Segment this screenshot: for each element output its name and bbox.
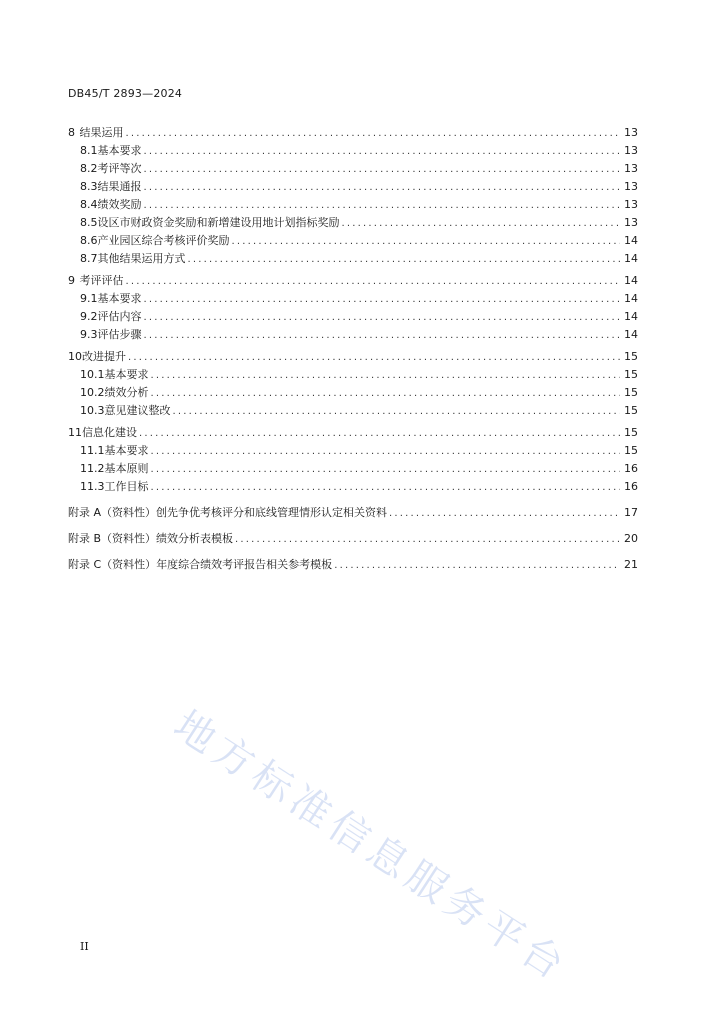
toc-entry-number: 10.3 [80,404,105,417]
toc-entry-page: 13 [624,144,638,157]
toc-leader-dots [144,143,621,161]
toc-entry-number: 10.2 [80,386,105,399]
toc-entry-title: 评估步骤 [97,328,142,341]
watermark: 地方标准信息服务平台 [165,702,577,992]
toc-entry-number: 8.2 [80,162,98,175]
toc-entry-title: 基本要求 [104,444,149,457]
toc-entry[interactable] [68,142,638,160]
toc-entry[interactable] [68,424,638,442]
toc-entry-number: 8.6 [80,234,98,247]
toc-entry-page: 14 [624,328,638,341]
toc-entry[interactable] [68,160,638,178]
toc-leader-dots [334,553,620,579]
toc-leader-dots [173,403,621,421]
toc-leader-dots [139,425,620,443]
toc-entry-page: 13 [624,162,638,175]
toc-entry-number: 10.1 [80,368,105,381]
toc-leader-dots [151,461,621,479]
toc-leader-dots [144,161,621,179]
toc-entry[interactable] [68,178,638,196]
toc-entry-title: 创先争优考核评分和底线管理情形认定相关资料 [156,506,388,519]
toc-entry-title: 考评评估 [79,274,124,287]
toc-entry-title: 基本要求 [97,144,142,157]
toc-entry[interactable] [68,326,638,344]
toc-entry[interactable] [68,124,638,142]
toc-entry-title: 基本要求 [97,292,142,305]
toc-leader-dots [144,291,621,309]
toc-entry-page: 13 [624,216,638,229]
toc-entry-page: 14 [624,252,638,265]
toc-entry-page: 14 [624,274,638,287]
toc-leader-dots [128,349,620,367]
toc-entry-title: 设区市财政资金奖励和新增建设用地计划指标奖励 [97,216,340,229]
toc-leader-dots [151,479,621,497]
toc-entry[interactable] [68,478,638,496]
toc-entry-page: 15 [624,404,638,417]
toc-entry-number: 9.1 [80,292,98,305]
toc-entry-title: 绩效分析 [104,386,149,399]
toc-entry-page: 16 [624,480,638,493]
toc-entry-title: 其他结果运用方式 [97,252,186,265]
toc-entry-number: 8.4 [80,198,98,211]
toc-entry-number: 9 [68,274,75,287]
toc-entry[interactable] [68,402,638,420]
toc-entry-number: 11 [68,426,82,439]
toc-entry-page: 15 [624,350,638,363]
toc-leader-dots [144,179,621,197]
document-code: DB45/T 2893—2024 [68,87,183,100]
toc-entry-page: 13 [624,180,638,193]
toc-entry[interactable] [68,272,638,290]
toc-leader-dots [342,215,621,233]
toc-entry-number: 8.7 [80,252,98,265]
toc-entry-page: 16 [624,462,638,475]
toc-entry-number: 8 [68,126,75,139]
toc-leader-dots [151,443,621,461]
toc-entry-page: 15 [624,368,638,381]
toc-entry[interactable] [68,552,638,578]
table-of-contents [68,124,638,578]
toc-entry-title: 改进提升 [82,350,126,363]
toc-entry-title: 工作目标 [104,480,149,493]
toc-entry-title: 绩效分析表模板 [156,532,234,545]
toc-entry[interactable] [68,214,638,232]
toc-entry-number: 8.3 [80,180,98,193]
toc-entry[interactable] [68,290,638,308]
page-number: II [80,940,89,953]
toc-entry-page: 13 [624,126,638,139]
toc-entry-number: 11.1 [80,444,105,457]
toc-entry-title: 意见建议整改 [104,404,171,417]
toc-entry[interactable] [68,348,638,366]
toc-entry[interactable] [68,442,638,460]
toc-entry-number: 11.3 [80,480,105,493]
toc-entry-title: 评估内容 [97,310,142,323]
toc-entry-number: 附录 B（资料性） [68,532,157,545]
toc-entry-title: 结果运用 [79,126,124,139]
toc-leader-dots [389,501,620,527]
toc-entry[interactable] [68,250,638,268]
toc-entry-number: 9.3 [80,328,98,341]
toc-entry-title: 基本原则 [104,462,149,475]
toc-entry-number: 9.2 [80,310,98,323]
toc-leader-dots [235,527,620,553]
toc-entry-page: 21 [624,558,638,571]
toc-entry-title: 结果通报 [97,180,142,193]
toc-entry[interactable] [68,196,638,214]
toc-entry[interactable] [68,526,638,552]
toc-entry-page: 14 [624,292,638,305]
toc-leader-dots [151,367,621,385]
toc-entry-page: 15 [624,386,638,399]
toc-entry-page: 14 [624,234,638,247]
toc-entry-number: 8.1 [80,144,98,157]
toc-entry-title: 年度综合绩效考评报告相关参考模板 [156,558,333,571]
toc-entry-title: 基本要求 [104,368,149,381]
toc-entry-page: 20 [624,532,638,545]
toc-entry-title: 产业园区综合考核评价奖励 [97,234,230,247]
toc-entry-number: 8.5 [80,216,98,229]
toc-entry-title: 考评等次 [97,162,142,175]
toc-leader-dots [151,385,621,403]
toc-entry-page: 14 [624,310,638,323]
toc-entry-page: 15 [624,426,638,439]
toc-leader-dots [144,327,621,345]
toc-leader-dots [232,233,621,251]
toc-entry[interactable] [68,308,638,326]
toc-entry-number: 附录 C（资料性） [68,558,157,571]
toc-leader-dots [144,309,621,327]
toc-entry[interactable] [68,232,638,250]
toc-entry-title: 信息化建设 [82,426,137,439]
toc-entry[interactable] [68,384,638,402]
toc-entry-page: 15 [624,444,638,457]
toc-entry[interactable] [68,460,638,478]
toc-entry[interactable] [68,366,638,384]
toc-leader-dots [126,273,621,291]
toc-entry-number: 附录 A（资料性） [68,506,157,519]
toc-entry-page: 17 [624,506,638,519]
toc-entry-title: 绩效奖励 [97,198,142,211]
toc-entry-number: 11.2 [80,462,105,475]
toc-entry-number: 10 [68,350,82,363]
toc-leader-dots [126,125,621,143]
toc-leader-dots [144,197,621,215]
toc-leader-dots [188,251,621,269]
toc-entry-page: 13 [624,198,638,211]
toc-entry[interactable] [68,500,638,526]
